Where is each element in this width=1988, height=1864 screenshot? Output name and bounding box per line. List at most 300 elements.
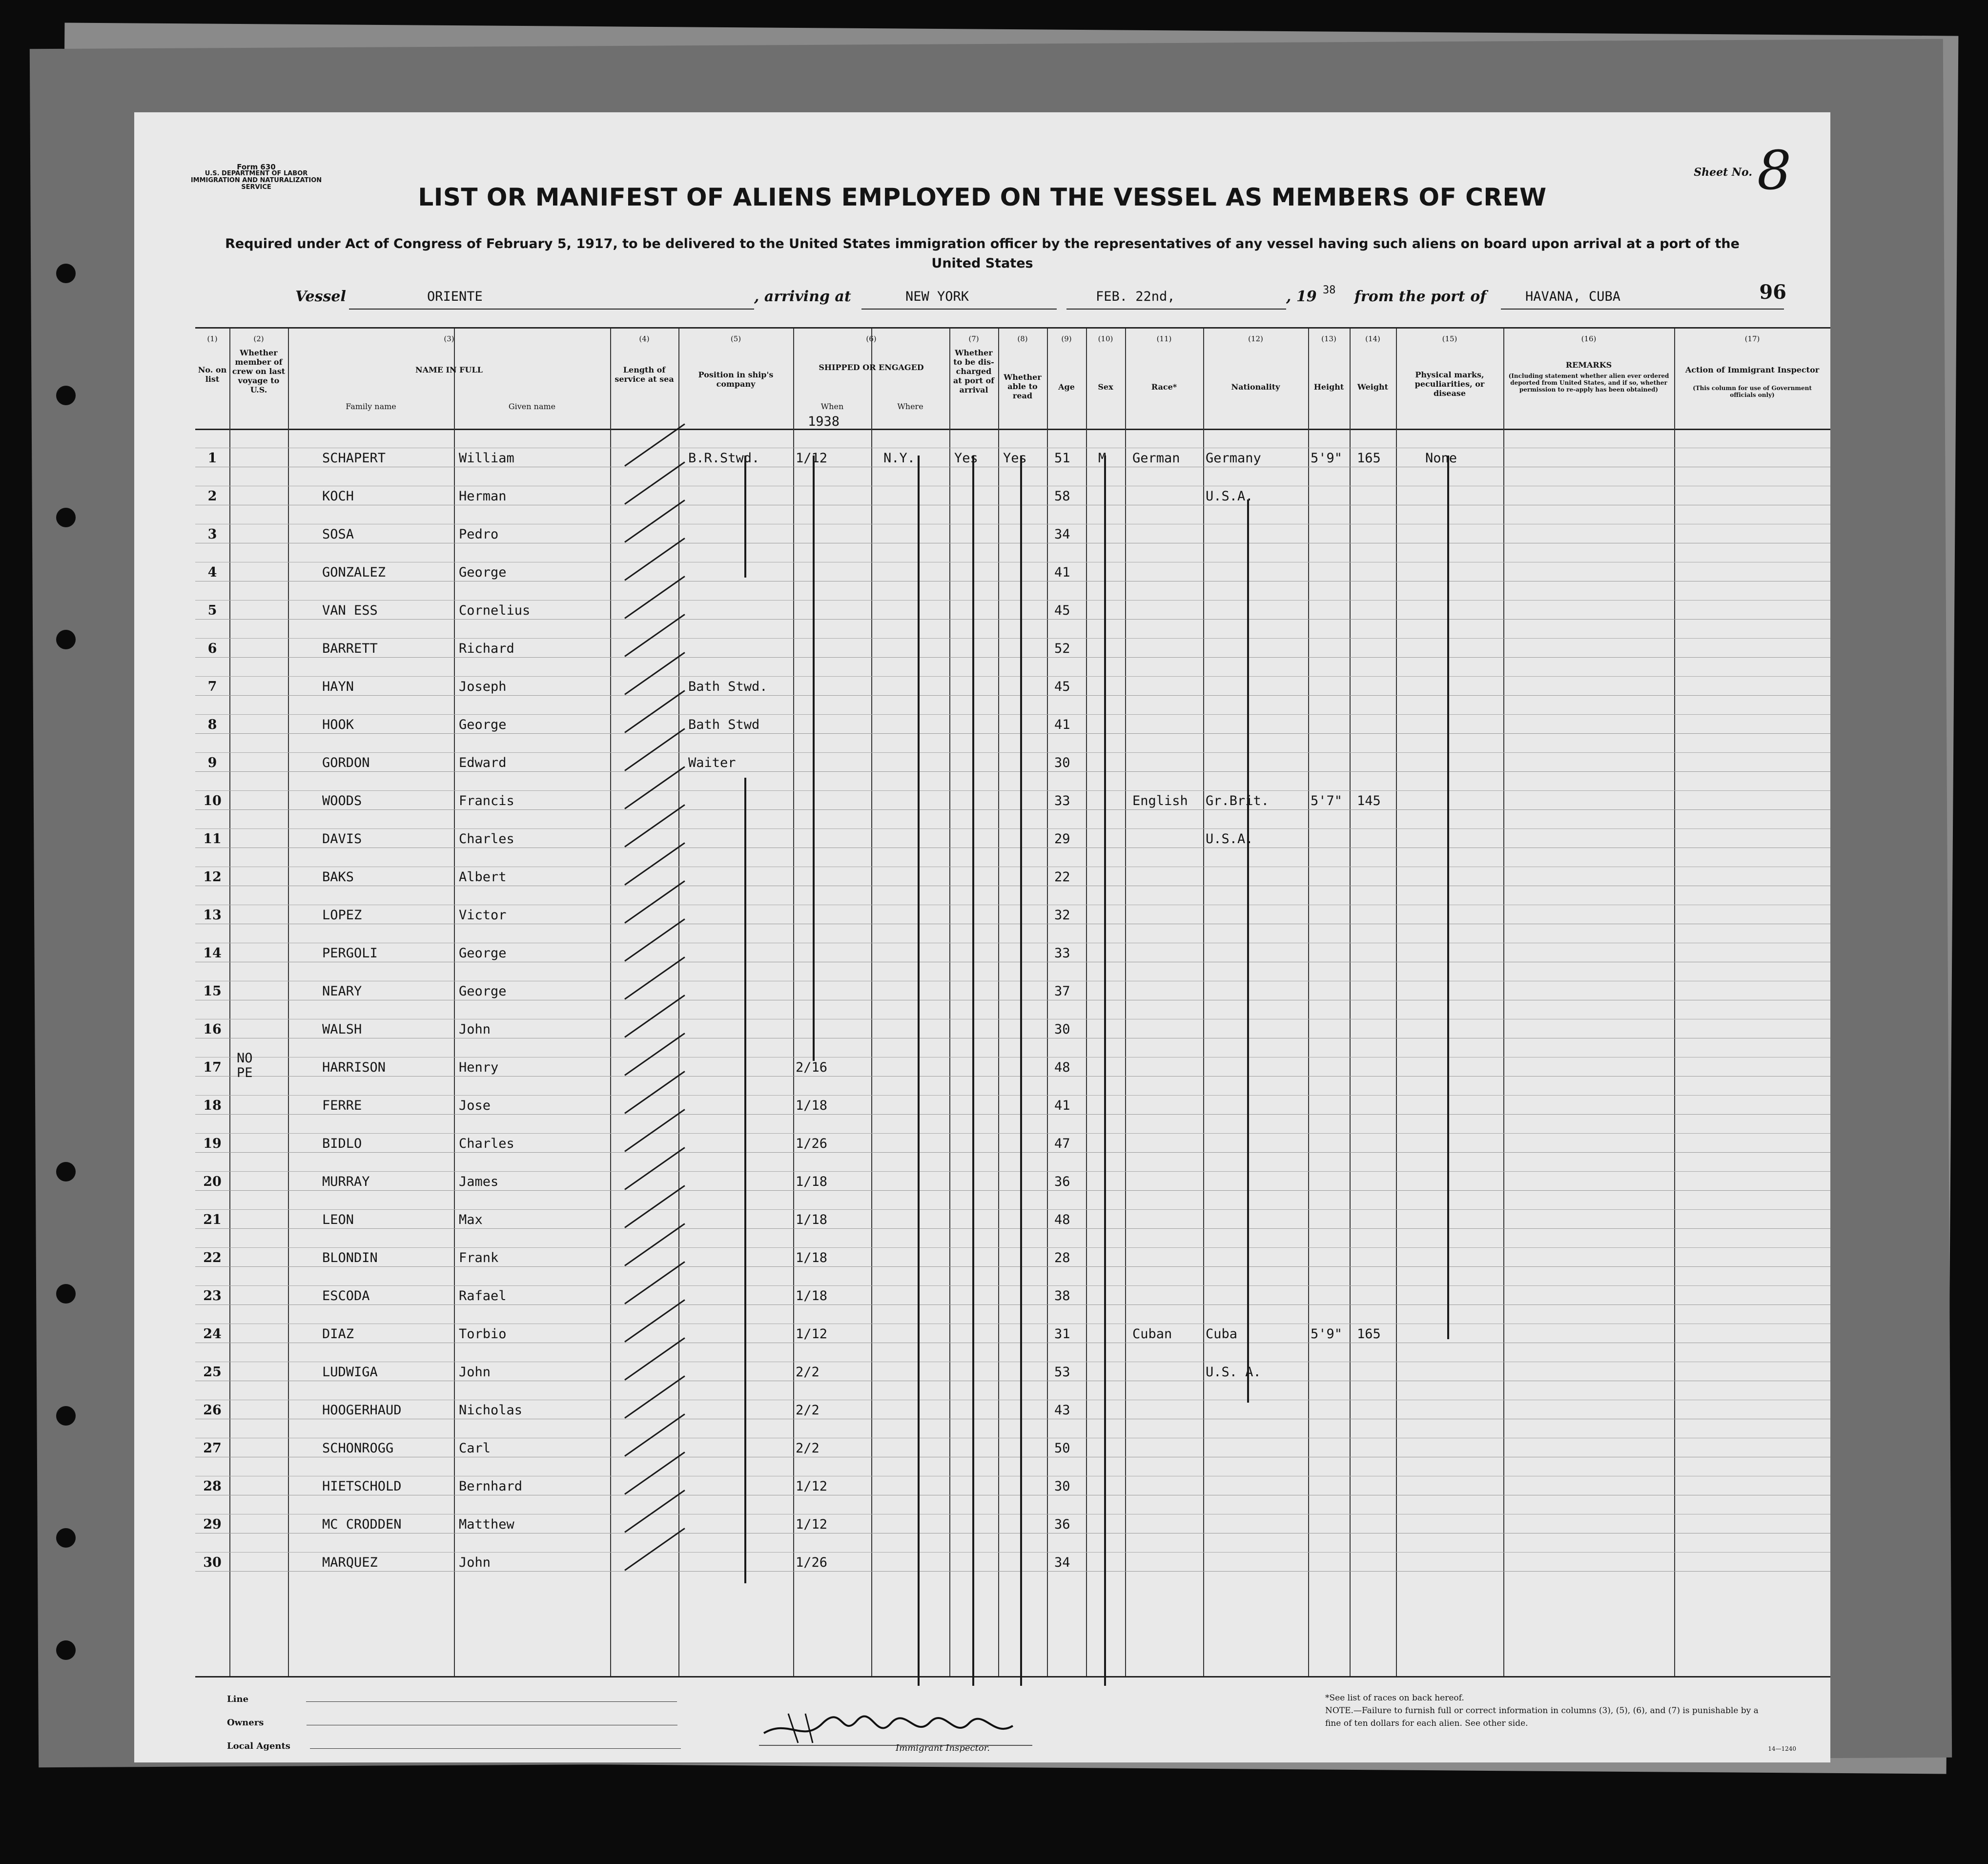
given-name: George	[459, 984, 507, 999]
col3a-header: Family name	[346, 402, 396, 411]
age: 58	[1054, 489, 1070, 504]
sheet-number: 8	[1757, 139, 1791, 202]
service-check-mark	[624, 614, 685, 657]
binder-hole	[56, 1528, 76, 1548]
col14-header: Weight	[1357, 382, 1389, 392]
family-name: GONZALEZ	[322, 565, 386, 580]
row-number: 4	[207, 565, 217, 580]
service-check-mark	[624, 1147, 685, 1190]
col8-header: Whether able to read	[1004, 373, 1042, 400]
col3-number: (3)	[444, 334, 454, 343]
shipped-when: 1/12	[796, 1517, 828, 1532]
family-name: LEON	[322, 1212, 354, 1227]
height: 5'7"	[1311, 793, 1343, 808]
row-number: 17	[203, 1060, 222, 1075]
family-name: HOOGERHAUD	[322, 1403, 402, 1418]
age: 30	[1054, 755, 1070, 770]
ditto-mark	[918, 456, 920, 1686]
row-number: 11	[203, 831, 222, 847]
row-number: 25	[203, 1365, 222, 1380]
service-check-mark	[624, 499, 685, 542]
row-number: 6	[207, 641, 217, 656]
col6-year: 1938	[808, 414, 840, 429]
nationality: U.S.A.	[1206, 831, 1253, 847]
col6-number: (6)	[866, 334, 877, 343]
shipped-when: 2/16	[796, 1060, 828, 1075]
row-number: 14	[203, 946, 222, 961]
col9-number: (9)	[1061, 334, 1072, 343]
row-number: 29	[203, 1517, 222, 1532]
col10-header: Sex	[1098, 382, 1113, 392]
position: Bath Stwd.	[688, 679, 768, 694]
footer-fields	[227, 1694, 681, 1764]
given-name: George	[459, 717, 507, 732]
form-number: Form 630	[237, 163, 276, 171]
given-name: Cornelius	[459, 603, 531, 618]
column-rule	[1396, 329, 1397, 1676]
binder-hole	[56, 1640, 76, 1660]
age: 38	[1054, 1288, 1070, 1304]
row-rule	[195, 771, 1830, 772]
given-name: Torbio	[459, 1326, 507, 1342]
col10-number: (10)	[1098, 334, 1113, 343]
col4-number: (4)	[639, 334, 650, 343]
crew-manifest-table	[195, 327, 1830, 1678]
service-check-mark	[624, 918, 685, 961]
family-name: MARQUEZ	[322, 1555, 378, 1570]
sex: M	[1098, 451, 1107, 466]
row-rule	[195, 1152, 1830, 1153]
service-check-mark	[624, 538, 685, 580]
nationality: Cuba	[1206, 1326, 1238, 1342]
physical-marks: None	[1425, 451, 1457, 466]
column-rule	[1203, 329, 1204, 1676]
row-number: 2	[207, 489, 217, 504]
given-name: George	[459, 946, 507, 961]
family-name: HARRISON	[322, 1060, 386, 1075]
ditto-mark	[1020, 456, 1022, 1686]
family-name: LUDWIGA	[322, 1365, 378, 1380]
weight: 165	[1357, 1326, 1381, 1342]
column-rule	[1308, 329, 1309, 1676]
shipped-when: 1/12	[796, 1326, 828, 1342]
col1-header: No. on list	[198, 365, 227, 384]
row-number: 27	[203, 1441, 222, 1456]
family-name: DAVIS	[322, 831, 362, 847]
row-number: 7	[207, 679, 217, 694]
row-number: 18	[203, 1098, 222, 1113]
shipped-when: 1/18	[796, 1288, 828, 1304]
given-name: George	[459, 565, 507, 580]
weight: 165	[1357, 451, 1381, 466]
col15-header: Physical marks, peculiarities, or disease	[1414, 370, 1485, 398]
age: 33	[1054, 793, 1070, 808]
arriving-port: NEW YORK	[905, 289, 969, 304]
row-rule	[195, 1228, 1830, 1229]
age: 36	[1054, 1517, 1070, 1532]
row-number: 19	[203, 1136, 222, 1151]
position: Bath Stwd	[688, 717, 760, 732]
age: 31	[1054, 1326, 1070, 1342]
given-name: Joseph	[459, 679, 507, 694]
row-number: 9	[207, 755, 217, 770]
row-rule	[195, 828, 1830, 829]
given-name: Frank	[459, 1250, 499, 1265]
row-rule	[195, 1285, 1830, 1286]
shipped-when: 1/26	[796, 1555, 828, 1570]
arrival-date: FEB. 22nd,	[1096, 289, 1175, 304]
row-rule	[195, 1171, 1830, 1172]
owners-label: Owners	[227, 1718, 264, 1728]
family-name: BARRETT	[322, 641, 378, 656]
discharged: Yes	[954, 451, 978, 466]
ditto-mark	[744, 456, 746, 578]
row-rule	[195, 1266, 1830, 1267]
age: 50	[1054, 1441, 1070, 1456]
row-number: 22	[203, 1250, 222, 1265]
position: Waiter	[688, 755, 736, 770]
given-name: John	[459, 1365, 491, 1380]
age: 33	[1054, 946, 1070, 961]
height: 5'9"	[1311, 1326, 1343, 1342]
given-name: Albert	[459, 870, 507, 885]
col7-number: (7)	[968, 334, 979, 343]
given-name: William	[459, 451, 514, 466]
given-name: Henry	[459, 1060, 499, 1075]
shipped-when: 1/18	[796, 1174, 828, 1189]
ditto-mark	[744, 778, 746, 1583]
col16-number: (16)	[1581, 334, 1597, 343]
row-rule	[195, 638, 1830, 639]
fine-note: NOTE.—Failure to furnish full or correct information in columns (3), (5), (6), and (7) is punishable by a fine of ten dollars for each alien. See other side.	[1325, 1706, 1759, 1728]
family-name: HAYN	[322, 679, 354, 694]
given-name: Francis	[459, 793, 514, 808]
row-rule	[195, 1571, 1830, 1572]
shipped-when: 1/18	[796, 1212, 828, 1227]
ditto-mark	[1247, 499, 1249, 1403]
col12-header: Nationality	[1231, 382, 1280, 392]
family-name: SCHONROGG	[322, 1441, 394, 1456]
shipped-when: 1/12	[796, 1479, 828, 1494]
service-check-mark	[624, 690, 685, 733]
family-name: HIETSCHOLD	[322, 1479, 402, 1494]
sheet-label: Sheet No.	[1694, 166, 1752, 179]
col3b-header: Given name	[508, 402, 556, 411]
department: U.S. DEPARTMENT OF LABOR	[205, 170, 308, 177]
vessel-label: Vessel	[295, 288, 346, 305]
age: 51	[1054, 451, 1070, 466]
column-rule	[793, 329, 794, 1676]
family-name: BAKS	[322, 870, 354, 885]
row-number: 28	[203, 1479, 222, 1494]
row-number: 24	[203, 1326, 222, 1342]
family-name: WALSH	[322, 1022, 362, 1037]
binder-hole	[56, 508, 76, 527]
crew-on-last-voyage: NO PE	[237, 1051, 253, 1080]
line-label: Line	[227, 1694, 249, 1704]
column-rule	[998, 329, 999, 1676]
binder-hole	[56, 1284, 76, 1304]
row-number: 8	[207, 717, 217, 732]
col16-header: REMARKS	[1565, 360, 1612, 370]
row-number: 20	[203, 1174, 222, 1189]
row-number: 16	[203, 1022, 222, 1037]
given-name: Jose	[459, 1098, 491, 1113]
col14-number: (14)	[1365, 334, 1380, 343]
service-check-mark	[624, 728, 685, 771]
given-name: Edward	[459, 755, 507, 770]
age: 41	[1054, 1098, 1070, 1113]
age: 45	[1054, 679, 1070, 694]
family-name: GORDON	[322, 755, 370, 770]
col3-header: NAME IN FULL	[415, 365, 483, 374]
col13-header: Height	[1313, 382, 1344, 392]
service-check-mark	[624, 1337, 685, 1380]
service-check-mark	[624, 956, 685, 999]
page-number: 96	[1759, 281, 1786, 304]
service-check-mark	[624, 1299, 685, 1342]
service-check-mark	[624, 880, 685, 923]
races-note: *See list of races on back hereof.	[1325, 1693, 1464, 1703]
age: 43	[1054, 1403, 1070, 1418]
given-name: Charles	[459, 1136, 514, 1151]
col7-header: Whether to be dis-charged at port of arrival	[953, 348, 995, 394]
row-rule	[195, 1552, 1830, 1553]
family-name: HOOK	[322, 717, 354, 732]
ditto-mark	[1104, 456, 1106, 1686]
row-rule	[195, 1209, 1830, 1210]
family-name: FERRE	[322, 1098, 362, 1113]
row-rule	[195, 1076, 1830, 1077]
col6-header: SHIPPED OR ENGAGED	[819, 363, 924, 372]
row-rule	[195, 1133, 1830, 1134]
given-name: Pedro	[459, 527, 499, 542]
position: B.R.Stwd.	[688, 451, 760, 466]
given-name: John	[459, 1022, 491, 1037]
race: Cuban	[1132, 1326, 1172, 1342]
inspector-label: Immigrant Inspector.	[896, 1743, 990, 1753]
race: English	[1132, 793, 1188, 808]
column-rule	[678, 329, 679, 1676]
nationality: Gr.Brit.	[1206, 793, 1270, 808]
service-check-mark	[624, 766, 685, 809]
service-check-mark	[624, 804, 685, 847]
ditto-mark	[813, 456, 815, 1061]
column-rule	[1503, 329, 1504, 1676]
footnotes	[1325, 1692, 1764, 1730]
shipped-where: N.Y.	[883, 451, 916, 466]
given-name: James	[459, 1174, 499, 1189]
service-check-mark	[624, 1451, 685, 1494]
age: 36	[1054, 1174, 1070, 1189]
service-check-mark	[624, 1413, 685, 1456]
age: 28	[1054, 1250, 1070, 1265]
age: 29	[1054, 831, 1070, 847]
service-check-mark	[624, 1033, 685, 1076]
row-number: 5	[207, 603, 217, 618]
family-name: DIAZ	[322, 1326, 354, 1342]
weight: 145	[1357, 793, 1381, 808]
family-name: ESCODA	[322, 1288, 370, 1304]
shipped-when: 2/2	[796, 1441, 820, 1456]
col11-header: Race*	[1151, 382, 1177, 392]
age: 32	[1054, 908, 1070, 923]
column-rule	[1086, 329, 1087, 1676]
family-name: PERGOLI	[322, 946, 378, 961]
shipped-when: 1/12	[796, 451, 828, 466]
row-number: 30	[203, 1555, 222, 1570]
form-code: 14—1240	[1768, 1745, 1796, 1752]
service-check-mark	[624, 576, 685, 619]
age: 47	[1054, 1136, 1070, 1151]
col8-number: (8)	[1017, 334, 1028, 343]
column-rule	[1674, 329, 1675, 1676]
service-check-mark	[624, 461, 685, 504]
col11-number: (11)	[1156, 334, 1172, 343]
row-number: 15	[203, 984, 222, 999]
row-rule	[195, 809, 1830, 810]
col13-number: (13)	[1321, 334, 1336, 343]
service: IMMIGRATION AND NATURALIZATION SERVICE	[190, 177, 322, 191]
nationality: Germany	[1206, 451, 1261, 466]
given-name: Nicholas	[459, 1403, 523, 1418]
row-number: 13	[203, 908, 222, 923]
row-number: 3	[207, 527, 217, 542]
document-subtitle: Required under Act of Congress of February 5, 1917, to be delivered to the United States immigration officer by the representatives of any vessel having such aliens on board upon arrival at a port of the United States	[225, 236, 1740, 271]
row-rule	[195, 695, 1830, 696]
row-rule	[195, 600, 1830, 601]
shipped-when: 1/18	[796, 1098, 828, 1113]
column-rule	[949, 329, 950, 1676]
row-number: 12	[203, 870, 222, 885]
year-prefix: , 19	[1286, 288, 1317, 305]
service-check-mark	[624, 1109, 685, 1152]
vessel-name: ORIENTE	[427, 289, 483, 304]
row-rule	[195, 790, 1830, 791]
row-number: 10	[203, 793, 222, 808]
column-rule	[1047, 329, 1048, 1676]
age: 53	[1054, 1365, 1070, 1380]
col12-number: (12)	[1248, 334, 1263, 343]
column-rule	[1125, 329, 1126, 1676]
age: 41	[1054, 565, 1070, 580]
nationality: U.S. A.	[1206, 1365, 1261, 1380]
family-name: NEARY	[322, 984, 362, 999]
row-rule	[195, 619, 1830, 620]
from-label: from the port of	[1354, 288, 1487, 305]
binder-hole	[56, 1162, 76, 1181]
given-name: Bernhard	[459, 1479, 523, 1494]
age: 34	[1054, 1555, 1070, 1570]
given-name: Herman	[459, 489, 507, 504]
age: 37	[1054, 984, 1070, 999]
row-rule	[195, 657, 1830, 658]
family-name: WOODS	[322, 793, 362, 808]
family-name: MC CRODDEN	[322, 1517, 402, 1532]
age: 45	[1054, 603, 1070, 618]
row-number: 23	[203, 1288, 222, 1304]
given-name: Charles	[459, 831, 514, 847]
family-name: KOCH	[322, 489, 354, 504]
col5-header: Position in ship's company	[698, 370, 774, 389]
given-name: Victor	[459, 908, 507, 923]
row-rule	[195, 1190, 1830, 1191]
nationality: U.S.A.	[1206, 489, 1253, 504]
binder-hole	[56, 264, 76, 283]
service-check-mark	[624, 1261, 685, 1304]
column-rule	[288, 329, 289, 1676]
age: 34	[1054, 527, 1070, 542]
col1-number: (1)	[207, 334, 218, 343]
row-rule	[195, 714, 1830, 715]
family-name: LOPEZ	[322, 908, 362, 923]
given-name: Carl	[459, 1441, 491, 1456]
family-name: SCHAPERT	[322, 451, 386, 466]
service-check-mark	[624, 1528, 685, 1571]
ditto-mark	[972, 456, 974, 1686]
binder-hole	[56, 386, 76, 405]
binder-hole	[56, 630, 76, 649]
col17-header: Action of Immigrant Inspector	[1685, 365, 1820, 374]
service-check-mark	[624, 652, 685, 695]
age: 30	[1054, 1022, 1070, 1037]
service-check-mark	[624, 1185, 685, 1228]
arriving-label: , arriving at	[754, 288, 851, 305]
from-port: HAVANA, CUBA	[1525, 289, 1621, 304]
service-check-mark	[624, 1375, 685, 1418]
shipped-when: 2/2	[796, 1403, 820, 1418]
shipped-when: 2/2	[796, 1365, 820, 1380]
row-rule	[195, 733, 1830, 734]
height: 5'9"	[1311, 451, 1343, 466]
col5-number: (5)	[730, 334, 741, 343]
shipped-when: 1/26	[796, 1136, 828, 1151]
service-check-mark	[624, 994, 685, 1037]
given-name: John	[459, 1555, 491, 1570]
col9-header: Age	[1058, 382, 1075, 392]
row-rule	[195, 1114, 1830, 1115]
given-name: Matthew	[459, 1517, 514, 1532]
given-name: Rafael	[459, 1288, 507, 1304]
shipped-when: 1/18	[796, 1250, 828, 1265]
binder-hole	[56, 1406, 76, 1426]
year-suffix: 38	[1323, 284, 1336, 296]
family-name: BLONDIN	[322, 1250, 378, 1265]
column-rule	[1350, 329, 1351, 1676]
col4-header: Length of service at sea	[615, 365, 674, 384]
col2-header: Whether member of crew on last voyage to U.S.	[232, 348, 286, 394]
given-name: Richard	[459, 641, 514, 656]
age: 41	[1054, 717, 1070, 732]
row-number: 1	[207, 451, 217, 466]
family-name: MURRAY	[322, 1174, 370, 1189]
manifest-sheet	[134, 112, 1830, 1762]
col16-subheader: (Including statement whether alien ever ordered deported from United States, and if so, whether permission to re-apply has been obtained)	[1508, 373, 1669, 393]
row-rule	[195, 1095, 1830, 1096]
col17-subheader: (This column for use of Government officials only)	[1693, 385, 1812, 398]
age: 48	[1054, 1212, 1070, 1227]
agents-label: Local Agents	[227, 1741, 290, 1751]
document-title: LIST OR MANIFEST OF ALIENS EMPLOYED ON THE VESSEL AS MEMBERS OF CREW	[418, 183, 1547, 211]
service-check-mark	[624, 842, 685, 885]
family-name: BIDLO	[322, 1136, 362, 1151]
row-rule	[195, 676, 1830, 677]
age: 52	[1054, 641, 1070, 656]
col17-number: (17)	[1744, 334, 1760, 343]
service-check-mark	[624, 1071, 685, 1114]
given-name: Max	[459, 1212, 483, 1227]
service-check-mark	[624, 1490, 685, 1533]
